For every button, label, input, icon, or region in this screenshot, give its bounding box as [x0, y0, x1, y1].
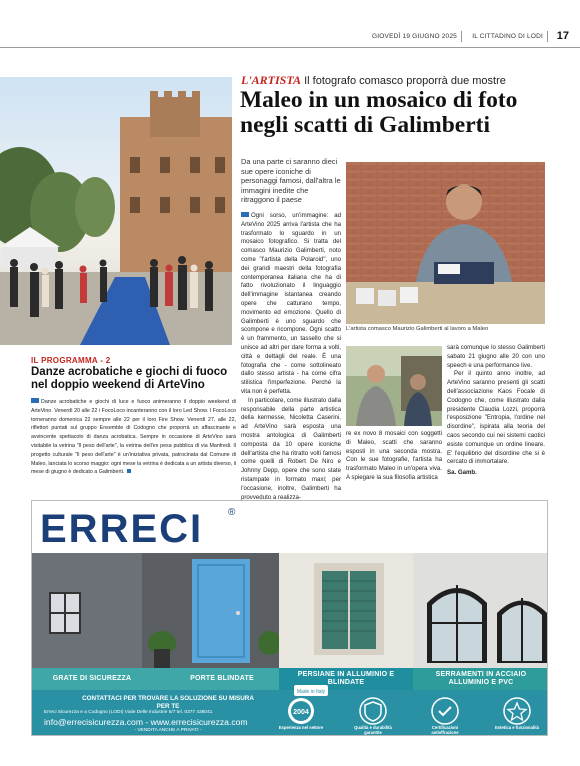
badge-label-certifications: Certificazioni antieffrazione [431, 725, 459, 735]
photo-caption: L'artista comasco Maurizio Galimberti al lavoro a Maleo [346, 326, 489, 332]
kicker-label: L'ARTISTA [241, 73, 302, 87]
galimberti-portrait-photo [346, 346, 442, 426]
festival-scene-illustration [0, 77, 232, 345]
paragraph-marker [241, 212, 249, 217]
ad-contact-bar [32, 690, 548, 736]
galimberti-photo [346, 162, 545, 324]
contact-website[interactable]: info@errecisicurezza.com - www.errecisicurezza.com [44, 717, 248, 727]
page-number: 17 [556, 30, 569, 42]
badge-italy: Made in Italy [296, 689, 326, 695]
page-header [0, 30, 580, 46]
badge-label-quality: Qualità e durabilità garantite [354, 725, 392, 735]
contact-note: - VENDITA ANCHE A PRIVATI - [134, 728, 202, 733]
registered-mark: ® [228, 507, 236, 518]
sidebar-body-text: Danze acrobatiche e giochi di luce e fuoco animeranno il doppio weekend di ArteVino. Venerdì 20 alle 22 i FocoLoco incanteranno con il loro Led Show. I FocoLoco torneranno domenica 22 sempre alle 22 per il loro Fire Show. Venerdì 27, alle 22, riflettori puntati sul gruppo Ensemble di Codogno che proporrà un affascinante e avvincente spettacolo di danza acrobatica. Sempre in occasione di ArteVino sarà visitabile la vetrina "Il peso dell'arte", la vetrina dell'ex pesa pubblica di via Manfredi. Il progetto culturale "Il peso dell'arte" è un'iniziativa privata, patrocinata dal Comune di Maleo, lanciata lo scorso maggio: ogni mese la vetrina è dedicata a un artista diverso, il mese di giugno è dedicato a Galimberti. [31, 399, 236, 476]
header-separator [461, 31, 462, 42]
year-badge-icon [284, 696, 318, 726]
band-label-shutters: PERSIANE IN ALLUMINIO E BLINDATE [297, 671, 395, 686]
erreci-advertisement[interactable] [31, 500, 548, 736]
issue-date: GIOVEDÌ 19 GIUGNO 2025 [372, 33, 457, 40]
end-marker [127, 469, 131, 473]
newspaper-name: IL CITTADINO DI LODI [472, 33, 543, 40]
shield-icon [356, 696, 390, 726]
products-showcase [32, 553, 548, 668]
band-label-windows: SERRAMENTI IN ACCIAIO ALLUMINIO E PVC [435, 671, 527, 686]
badge-label-experience: Esperienza nel settore [278, 725, 324, 730]
article-paragraph: sarà comunque lo stesso Galimberti sabato 21 giugno alle 20 con uno speech e una performance live. [447, 344, 545, 369]
sidebar-headline: Danze acrobatiche e giochi di fuoco nel doppio weekend di ArteVino [31, 366, 228, 391]
article-column-1 [241, 212, 341, 502]
sidebar-body [31, 398, 236, 477]
article-paragraph [241, 212, 341, 397]
kicker-text: Il fotografo comasco proporrà due mostre [304, 75, 506, 87]
badge-label-aesthetics: Estetica e funzionalità [495, 725, 539, 730]
badge-year: 2004 [293, 709, 309, 716]
paragraph-marker [31, 398, 39, 403]
article-headline: Maleo in un mosaico di foto negli scatti di Galimberti [240, 87, 518, 138]
article-column-3 [447, 344, 545, 478]
article-summary: Da una parte ci saranno dieci sue opere iconiche di personaggi famosi, dall'altra le immagini inedite che ritraggono il paese [241, 157, 341, 204]
band-label-grates: GRATE DI SICUREZZA [52, 675, 132, 682]
portrait-illustration [346, 346, 442, 426]
paragraph-text: Ogni sorso, un'immagine: ad ArteVino 2025 arriva l'artista che ha trasformato lo sguardo in un mosaico fotografico. Si tratta del comasco Maurizio Galimberti, noto come "l'artista della Polaroid", uno dei grandi maestri della fotografia contemporanea italiana che ha di fatto rivoluzionato il linguaggio dell'immagine istantanea creando opere che catturano tempo, movimento ed emozione. Quello di Galimberti è uno sguardo che scompone e ricompone. Ogni scatto è un frammento, un tassello che si unisce ad altri per dare forma a volti, città e dettagli del reale. È una fotografia che - come sottolineato dallo stesso artista - ha come cifra stilistica l'imperfezione. Perché la vita non è perfetta. [241, 212, 341, 395]
article-kicker [241, 73, 506, 88]
made-in-italy-icon [294, 684, 328, 698]
galimberti-illustration [346, 162, 545, 324]
contact-heading: CONTATTACI PER TROVARE LA SOLUZIONE SU MISURA PER TE [82, 695, 254, 710]
band-grates-doors [32, 668, 279, 690]
contact-address: Erreci Sicurezza e a Codogno (LODI) Viale Delle Industrie 5/7 tel. 0377 436041 [44, 710, 213, 715]
star-icon [500, 696, 534, 726]
band-label-doors: PORTE BLINDATE [190, 675, 254, 682]
feature-badges [260, 689, 548, 736]
article-column-2: re ex novo 8 mosaici con soggetti di Maleo, scatti che saranno esposti in una seconda mostra. Con le sue fotografie, l'artista ha trasformato Maleo in un'opera viva. A spiegare la sua filosofia artistica [346, 430, 442, 481]
band-windows [413, 668, 548, 690]
article-paragraph: In particolare, come illustrato dalla responsabile della parte artistica della kermesse, Nicoletta Caserini, ad ArteVino sarà esposta una mostra antologica di Galimberti composta da 10 opere iconiche dell'artista che ha ritratto volti famosi come quelli di Robert De Niro e Johnny Depp, opere che sono state ristampate in formato maxi; per l'occasione, inoltre, Galimberti ha provveduto a realizza- [241, 396, 341, 501]
certificate-icon [428, 696, 462, 726]
brand-logo: ERRECI [40, 507, 204, 551]
author-signature: Sa. Gamb. [447, 469, 477, 477]
article-paragraph: Per il quinto anno inoltre, ad ArteVino saranno presenti gli scatti dell'associazione Kaos Focale di Codogno che, come illustrato dalla presidente Claudia Lozzi, proporrà l'esposizione "Entropia, l'ordine nel disordine", ispirata alla teoria del caos secondo cui nei sistemi caotici esiste comunque un ordine lineare. E' l'equilibrio del disordine che si è cercato di immortalare. [447, 370, 545, 466]
sidebar-kicker: IL PROGRAMMA - 2 [31, 356, 111, 365]
header-separator [547, 31, 548, 42]
festival-photo [0, 77, 232, 345]
header-rule [0, 47, 580, 48]
